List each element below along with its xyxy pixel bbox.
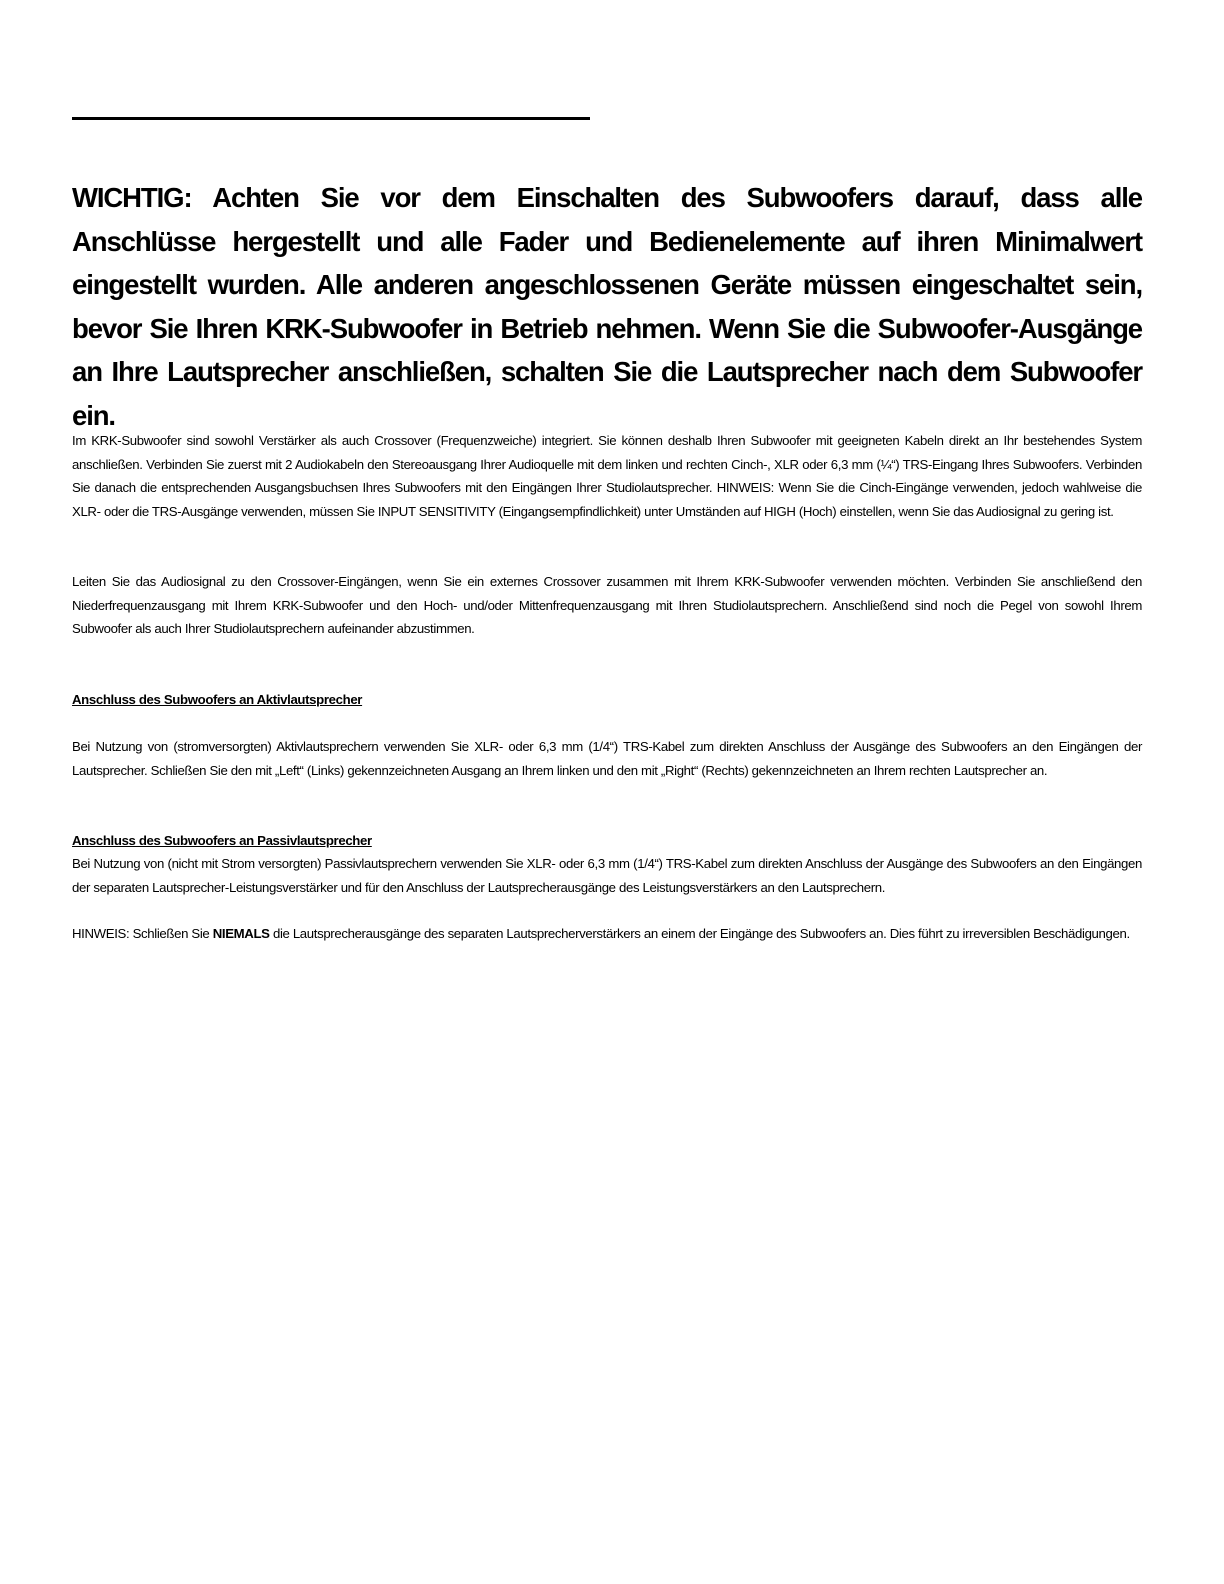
note-emphasis: NIEMALS	[212, 926, 270, 941]
warning-notice: WICHTIG: Achten Sie vor dem Einschalten des Subwoofers darauf, dass alle Anschlüsse hergestellt und alle Fader und Bedienelemente auf ihren Minimalwert eingestellt wurden. Alle anderen angeschlossenen Geräte müssen eingeschaltet sein, bevor Sie Ihren KRK-Subwoofer in Betrieb nehmen. Wenn Sie die Subwoofer-Ausgänge an Ihre Lautsprecher anschließen, schalten Sie die Lautsprecher nach dem Subwoofer ein.	[72, 182, 1142, 431]
note-suffix: die Lautsprecherausgänge des separaten Lautsprecherverstärkers an einem der Eingänge des Subwoofers an. Dies führt zu irreversiblen Beschädigungen.	[269, 926, 1130, 941]
passive-speakers-heading: Anschluss des Subwoofers an Passivlautsprecher	[72, 833, 372, 848]
active-speakers-paragraph: Bei Nutzung von (stromversorgten) Aktivlautsprechern verwenden Sie XLR- oder 6,3 mm (1/4“) TRS-Kabel zum direkten Anschluss der Ausgänge des Subwoofers an den Eingängen der Lautsprecher. Schließen Sie den mit „Left“ (Links) gekennzeichneten Ausgang an Ihrem linken und den mit „Right“ (Rechts) gekennzeichneten an Ihrem rechten Lautsprecher an.	[72, 739, 1142, 778]
active-speakers-heading: Anschluss des Subwoofers an Aktivlautsprecher	[72, 692, 363, 707]
top-rule	[72, 117, 590, 120]
intro-paragraph: Im KRK-Subwoofer sind sowohl Verstärker als auch Crossover (Frequenzweiche) integriert. Sie können deshalb Ihren Subwoofer mit geeigneten Kabeln direkt an Ihr bestehendes System anschließen. Verbinden Sie zuerst mit 2 Audiokabeln den Stereoausgang Ihrer Audioquelle mit dem linken und rechten Cinch-, XLR oder 6,3 mm (¼“) TRS-Eingang Ihres Subwoofers. Verbinden Sie danach die entsprechenden Ausgangsbuchsen Ihres Subwoofers mit den Eingängen Ihrer Studiolautsprecher. HINWEIS: Wenn Sie die Cinch-Eingänge verwenden, jedoch wahlweise die XLR- oder die TRS-Ausgänge verwenden, müssen Sie INPUT SENSITIVITY (Eingangsempfindlichkeit) unter Umständen auf HIGH (Hoch) einstellen, wenn Sie das Audiosignal zu gering ist.	[72, 433, 1142, 519]
note-prefix: HINWEIS: Schließen Sie	[72, 926, 213, 941]
passive-speakers-paragraph: Bei Nutzung von (nicht mit Strom versorgten) Passivlautsprechern verwenden Sie XLR- oder 6,3 mm (1/4“) TRS-Kabel zum direkten Anschluss der Ausgänge des Subwoofers an den Eingängen der separaten Lautsprecher-Leistungsverstärker und für den Anschluss der Lautsprecherausgänge des Leistungsverstärkers an den Lautsprechern.	[72, 856, 1142, 895]
crossover-paragraph: Leiten Sie das Audiosignal zu den Crossover-Eingängen, wenn Sie ein externes Crossover zusammen mit Ihrem KRK-Subwoofer verwenden möchten. Verbinden Sie anschließend den Niederfrequenzausgang mit Ihrem KRK-Subwoofer und den Hoch- und/oder Mittenfrequenzausgang mit Ihren Studiolautsprechern. Anschließend sind noch die Pegel von sowohl Ihrem Subwoofer als auch Ihrer Studiolautsprechern aufeinander abzustimmen.	[72, 574, 1142, 636]
note-paragraph	[72, 922, 1142, 946]
